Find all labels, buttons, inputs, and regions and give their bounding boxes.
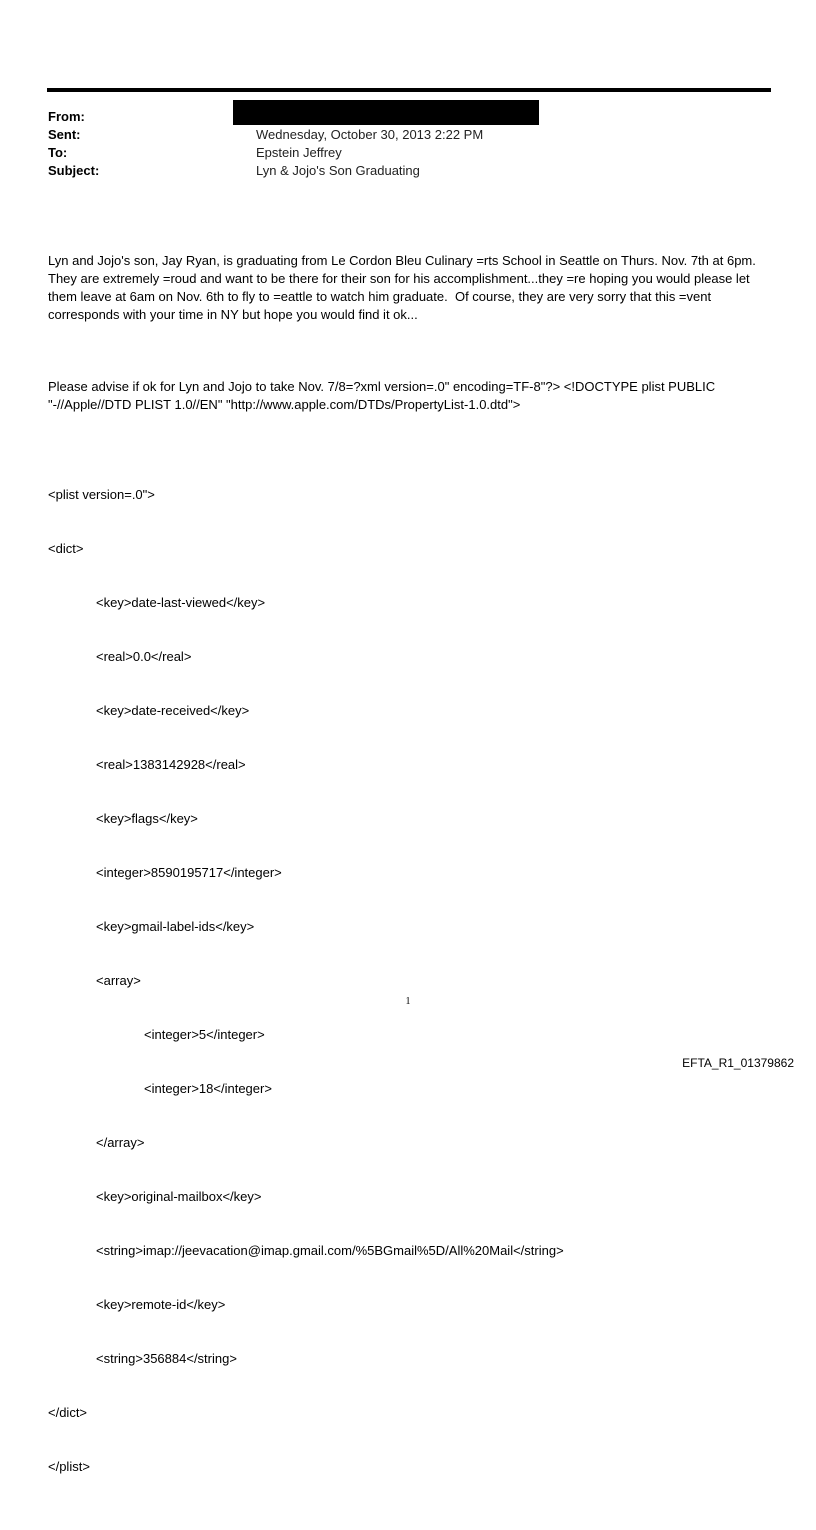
body-paragraph-1: Lyn and Jojo's son, Jay Ryan, is graduating from Le Cordon Bleu Culinary =rts School in Seattle on Thurs. Nov. 7th at 6pm. They are extremely =roud and want to be there for their son for his accomplishment...they =re hoping you would please let them leave at 6am on Nov. 6th to fly to =eattle to watch him graduate. Of course, they are very sorry that this =vent corresponds with your time in NY but hope you would find it ok... <box>48 253 760 322</box>
body-paragraph-2: Please advise if ok for Lyn and Jojo to take Nov. 7/8=?xml version=.0" encoding=TF-8"?> <!DOCTYPE plist PUBLIC "-//Apple//DTD PLIST 1.0//EN" "http://www.apple.com/DTDs/PropertyList-1.0.dtd"> <box>48 379 719 412</box>
xml-line: <integer>8590195717</integer> <box>96 865 282 880</box>
xml-plist-block <box>48 450 778 1512</box>
xml-line: <real>1383142928</real> <box>96 757 246 772</box>
sent-value: Wednesday, October 30, 2013 2:22 PM <box>256 127 484 142</box>
to-row <box>48 144 768 162</box>
xml-line: <integer>18</integer> <box>144 1081 272 1096</box>
xml-line: </plist> <box>48 1459 90 1474</box>
sent-row <box>48 126 768 144</box>
xml-line: <dict> <box>48 541 84 556</box>
xml-line: <integer>5</integer> <box>144 1027 265 1042</box>
xml-line: <key>original-mailbox</key> <box>96 1189 262 1204</box>
xml-line: <plist version=.0"> <box>48 487 155 502</box>
xml-line: <key>gmail-label-ids</key> <box>96 919 255 934</box>
from-label: From: <box>48 109 85 124</box>
xml-line: <string>356884</string> <box>96 1351 237 1366</box>
to-value: Epstein Jeffrey <box>256 145 342 160</box>
xml-line: </dict> <box>48 1405 88 1420</box>
xml-line: <real>0.0</real> <box>96 649 192 664</box>
subject-value: Lyn & Jojo's Son Graduating <box>256 163 420 178</box>
from-row <box>48 108 768 126</box>
xml-line: <string>imap://jeevacation@imap.gmail.com/%5BGmail%5D/All%20Mail</string> <box>96 1243 564 1258</box>
page-number: 1 <box>405 996 411 1007</box>
to-label: To: <box>48 145 68 160</box>
email-body <box>48 216 778 1530</box>
subject-row <box>48 162 768 180</box>
xml-line: <key>date-last-viewed</key> <box>96 595 266 610</box>
xml-line: <key>flags</key> <box>96 811 198 826</box>
xml-line: </array> <box>96 1135 145 1150</box>
subject-label: Subject: <box>48 163 100 178</box>
xml-line: <key>date-received</key> <box>96 703 250 718</box>
sent-label: Sent: <box>48 127 81 142</box>
header-divider-rule <box>47 88 771 92</box>
document-id: EFTA_R1_01379862 <box>682 1056 794 1070</box>
xml-line: <array> <box>96 973 141 988</box>
email-header <box>48 108 768 180</box>
xml-line: <key>remote-id</key> <box>96 1297 226 1312</box>
